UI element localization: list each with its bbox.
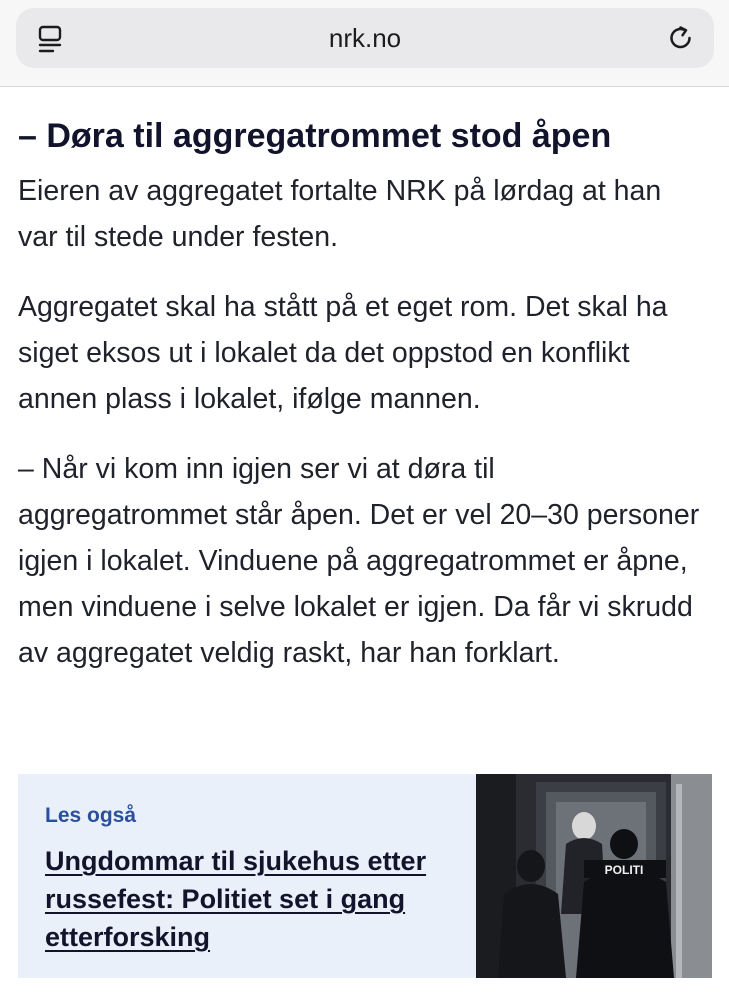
article-paragraph: Aggregatet skal ha stått på et eget rom. Det skal ha siget eksos ut i lokalet da det oppstod en konflikt annen plass i lokalet, ifølge mannen. xyxy=(18,291,668,415)
related-article-card[interactable] xyxy=(18,774,712,978)
article-paragraph: Eieren av aggregatet fortalte NRK på lørdag at han var til stede under festen. xyxy=(18,175,662,253)
article-body xyxy=(18,110,708,676)
article-paragraph: – Når vi kom inn igjen ser vi at døra til aggregatrommet står åpen. Det er vel 20–30 personer igjen i lokalet. Vinduene på aggregatrommet er åpne, men vinduene i selve lokalet er igjen. Da får vi skrudd av aggregatet veldig raskt, har han forklart. xyxy=(18,453,700,669)
url-text[interactable]: nrk.no xyxy=(328,23,402,53)
related-article-image[interactable] xyxy=(476,774,712,978)
related-article-link[interactable]: Ungdommar til sjukehus etter russefest: Politiet set i gang etterforsking xyxy=(45,846,427,952)
reload-icon[interactable] xyxy=(666,23,696,53)
article-subheading: – Døra til aggregatrommet stod åpen xyxy=(18,117,612,155)
police-label: POLITI xyxy=(604,863,644,877)
related-kicker: Les også xyxy=(45,804,137,827)
related-article-text xyxy=(45,798,475,956)
address-bar[interactable] xyxy=(16,8,714,68)
browser-toolbar xyxy=(0,0,729,87)
